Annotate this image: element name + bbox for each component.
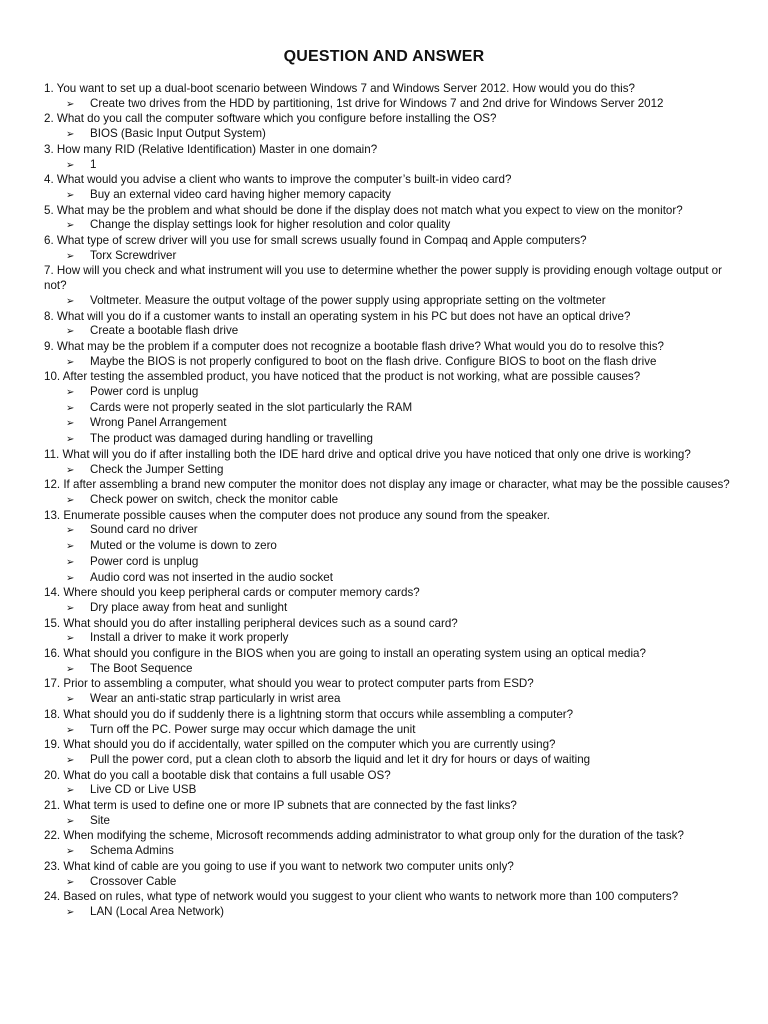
- answer-text: Check the Jumper Setting: [90, 462, 224, 476]
- question-text: 21. What term is used to define one or more IP subnets that are connected by the fast links?: [44, 799, 517, 813]
- answer-item: [44, 555, 734, 571]
- answer-item: [44, 432, 734, 448]
- answer-item: [44, 127, 734, 143]
- arrow-bullet-icon: ➢: [66, 326, 75, 338]
- question-text: 11. What will you do if after installing both the IDE hard drive and optical drive you have noticed that only one drive is working?: [44, 447, 691, 461]
- arrow-bullet-icon: ➢: [66, 418, 75, 430]
- answer-item: [44, 875, 734, 891]
- arrow-bullet-icon: ➢: [66, 602, 75, 614]
- answer-text: Wear an anti-static strap particularly in wrist area: [90, 692, 341, 706]
- question-text: 23. What kind of cable are you going to use if you want to network two computer units only?: [44, 859, 514, 873]
- question-text: 4. What would you advise a client who wants to improve the computer’s built-in video card?: [44, 173, 512, 187]
- arrow-bullet-icon: ➢: [66, 220, 75, 232]
- answer-text: Wrong Panel Arrangement: [90, 416, 227, 430]
- question-text: 22. When modifying the scheme, Microsoft recommends adding administrator to what group only for the duration of the task?: [44, 829, 684, 843]
- answer-item: [44, 844, 734, 860]
- answer-item: [44, 692, 734, 708]
- answer-item: [44, 355, 734, 371]
- question-text: 15. What should you do after installing peripheral devices such as a sound card?: [44, 616, 458, 630]
- question-text: 6. What type of screw driver will you use for small screws usually found in Compaq and Apple computers?: [44, 234, 587, 248]
- answer-item: [44, 463, 734, 479]
- answer-text: Change the display settings look for higher resolution and color quality: [90, 218, 451, 232]
- answer-item: [44, 814, 734, 830]
- arrow-bullet-icon: ➢: [66, 754, 75, 766]
- answer-text: Create two drives from the HDD by partitioning, 1st drive for Windows 7 and 2nd drive for Windows Server 2012: [90, 96, 664, 110]
- answer-text: Live CD or Live USB: [90, 783, 197, 797]
- arrow-bullet-icon: ➢: [66, 525, 75, 537]
- answer-item: [44, 753, 734, 769]
- answer-text: The product was damaged during handling or travelling: [90, 432, 373, 446]
- question-text: 12. If after assembling a brand new computer the monitor does not display any image or character, what may be the possible causes?: [44, 478, 730, 492]
- answer-item: [44, 662, 734, 678]
- arrow-bullet-icon: ➢: [66, 906, 75, 918]
- answer-item: [44, 416, 734, 432]
- arrow-bullet-icon: ➢: [66, 98, 75, 110]
- arrow-bullet-icon: ➢: [66, 815, 75, 827]
- answer-item: [44, 385, 734, 401]
- answer-item: [44, 218, 734, 234]
- arrow-bullet-icon: ➢: [66, 541, 75, 553]
- question-text: 7. How will you check and what instrument will you use to determine whether the power supply is providing enough voltage output or not?: [44, 264, 722, 293]
- arrow-bullet-icon: ➢: [66, 663, 75, 675]
- arrow-bullet-icon: ➢: [66, 724, 75, 736]
- answer-item: [44, 601, 734, 617]
- question-text: 13. Enumerate possible causes when the computer does not produce any sound from the speaker.: [44, 508, 550, 522]
- answer-text: Power cord is unplug: [90, 385, 199, 399]
- answer-text: Install a driver to make it work properly: [90, 631, 289, 645]
- answer-item: [44, 158, 734, 174]
- arrow-bullet-icon: ➢: [66, 846, 75, 858]
- answer-text: Create a bootable flash drive: [90, 324, 239, 338]
- question-text: 17. Prior to assembling a computer, what should you wear to protect computer parts from ESD?: [44, 677, 534, 691]
- arrow-bullet-icon: ➢: [66, 494, 75, 506]
- arrow-bullet-icon: ➢: [66, 356, 75, 368]
- page-title: QUESTION AND ANSWER: [283, 48, 485, 65]
- question-text: 8. What will you do if a customer wants to install an operating system in his PC but does not have an optical drive?: [44, 309, 631, 323]
- answer-item: [44, 523, 734, 539]
- qa-list: [44, 82, 734, 921]
- answer-text: The Boot Sequence: [90, 661, 193, 675]
- question-text: 2. What do you call the computer software which you configure before installing the OS?: [44, 112, 497, 126]
- answer-text: BIOS (Basic Input Output System): [90, 127, 266, 141]
- answer-item: [44, 249, 734, 265]
- question-text: 9. What may be the problem if a computer does not recognize a bootable flash drive? What would you do to resolve this?: [44, 339, 664, 353]
- answer-text: Torx Screwdriver: [90, 248, 177, 262]
- answer-item: [44, 401, 734, 417]
- question-text: 5. What may be the problem and what should be done if the display does not match what you expect to view on the monitor?: [44, 203, 683, 217]
- arrow-bullet-icon: ➢: [66, 402, 75, 414]
- answer-text: Voltmeter. Measure the output voltage of the power supply using appropriate setting on the voltmeter: [90, 293, 606, 307]
- answer-text: 1: [90, 157, 97, 171]
- answer-text: Audio cord was not inserted in the audio socket: [90, 570, 333, 584]
- answer-text: Muted or the volume is down to zero: [90, 539, 277, 553]
- arrow-bullet-icon: ➢: [66, 572, 75, 584]
- answer-text: Site: [90, 813, 110, 827]
- answer-item: [44, 723, 734, 739]
- answer-text: Check power on switch, check the monitor cable: [90, 492, 339, 506]
- answer-item: [44, 294, 734, 310]
- question-text: 20. What do you call a bootable disk that contains a full usable OS?: [44, 768, 391, 782]
- answer-item: [44, 571, 734, 587]
- answer-text: Pull the power cord, put a clean cloth to absorb the liquid and let it dry for hours or days of waiting: [90, 752, 591, 766]
- question-text: 18. What should you do if suddenly there is a lightning storm that occurs while assembling a computer?: [44, 707, 574, 721]
- question-text: 14. Where should you keep peripheral cards or computer memory cards?: [44, 586, 420, 600]
- answer-text: Sound card no driver: [90, 523, 198, 537]
- arrow-bullet-icon: ➢: [66, 434, 75, 446]
- answer-item: [44, 539, 734, 555]
- arrow-bullet-icon: ➢: [66, 129, 75, 141]
- answer-text: Dry place away from heat and sunlight: [90, 600, 288, 614]
- arrow-bullet-icon: ➢: [66, 295, 75, 307]
- answer-item: [44, 631, 734, 647]
- answer-text: Schema Admins: [90, 844, 174, 858]
- answer-text: Buy an external video card having higher memory capacity: [90, 187, 391, 201]
- arrow-bullet-icon: ➢: [66, 785, 75, 797]
- question-text: 3. How many RID (Relative Identification) Master in one domain?: [44, 142, 378, 156]
- arrow-bullet-icon: ➢: [66, 159, 75, 171]
- question-text: 10. After testing the assembled product, you have noticed that the product is not working, what are possible causes?: [44, 370, 641, 384]
- answer-item: [44, 324, 734, 340]
- answer-item: [44, 493, 734, 509]
- arrow-bullet-icon: ➢: [66, 464, 75, 476]
- answer-item: [44, 97, 734, 113]
- question-text: 24. Based on rules, what type of network would you suggest to your client who wants to network more than 100 computers?: [44, 890, 679, 904]
- answer-text: Turn off the PC. Power surge may occur which damage the unit: [90, 722, 416, 736]
- arrow-bullet-icon: ➢: [66, 250, 75, 262]
- question-text: 16. What should you configure in the BIOS when you are going to install an operating system using an optical media?: [44, 647, 646, 661]
- question-text: 19. What should you do if accidentally, water spilled on the computer which you are currently using?: [44, 738, 556, 752]
- arrow-bullet-icon: ➢: [66, 694, 75, 706]
- answer-text: LAN (Local Area Network): [90, 904, 225, 918]
- answer-item: [44, 783, 734, 799]
- arrow-bullet-icon: ➢: [66, 387, 75, 399]
- answer-text: Power cord is unplug: [90, 554, 199, 568]
- answer-item: [44, 905, 734, 921]
- arrow-bullet-icon: ➢: [66, 189, 75, 201]
- question-text: 1. You want to set up a dual-boot scenario between Windows 7 and Windows Server 2012. How would you do this?: [44, 82, 635, 95]
- arrow-bullet-icon: ➢: [66, 556, 75, 568]
- answer-text: Maybe the BIOS is not properly configured to boot on the flash drive. Configure BIOS to boot on the flash drive: [90, 354, 657, 368]
- arrow-bullet-icon: ➢: [66, 633, 75, 645]
- answer-text: Crossover Cable: [90, 874, 177, 888]
- answer-item: [44, 188, 734, 204]
- arrow-bullet-icon: ➢: [66, 876, 75, 888]
- answer-text: Cards were not properly seated in the slot particularly the RAM: [90, 400, 413, 414]
